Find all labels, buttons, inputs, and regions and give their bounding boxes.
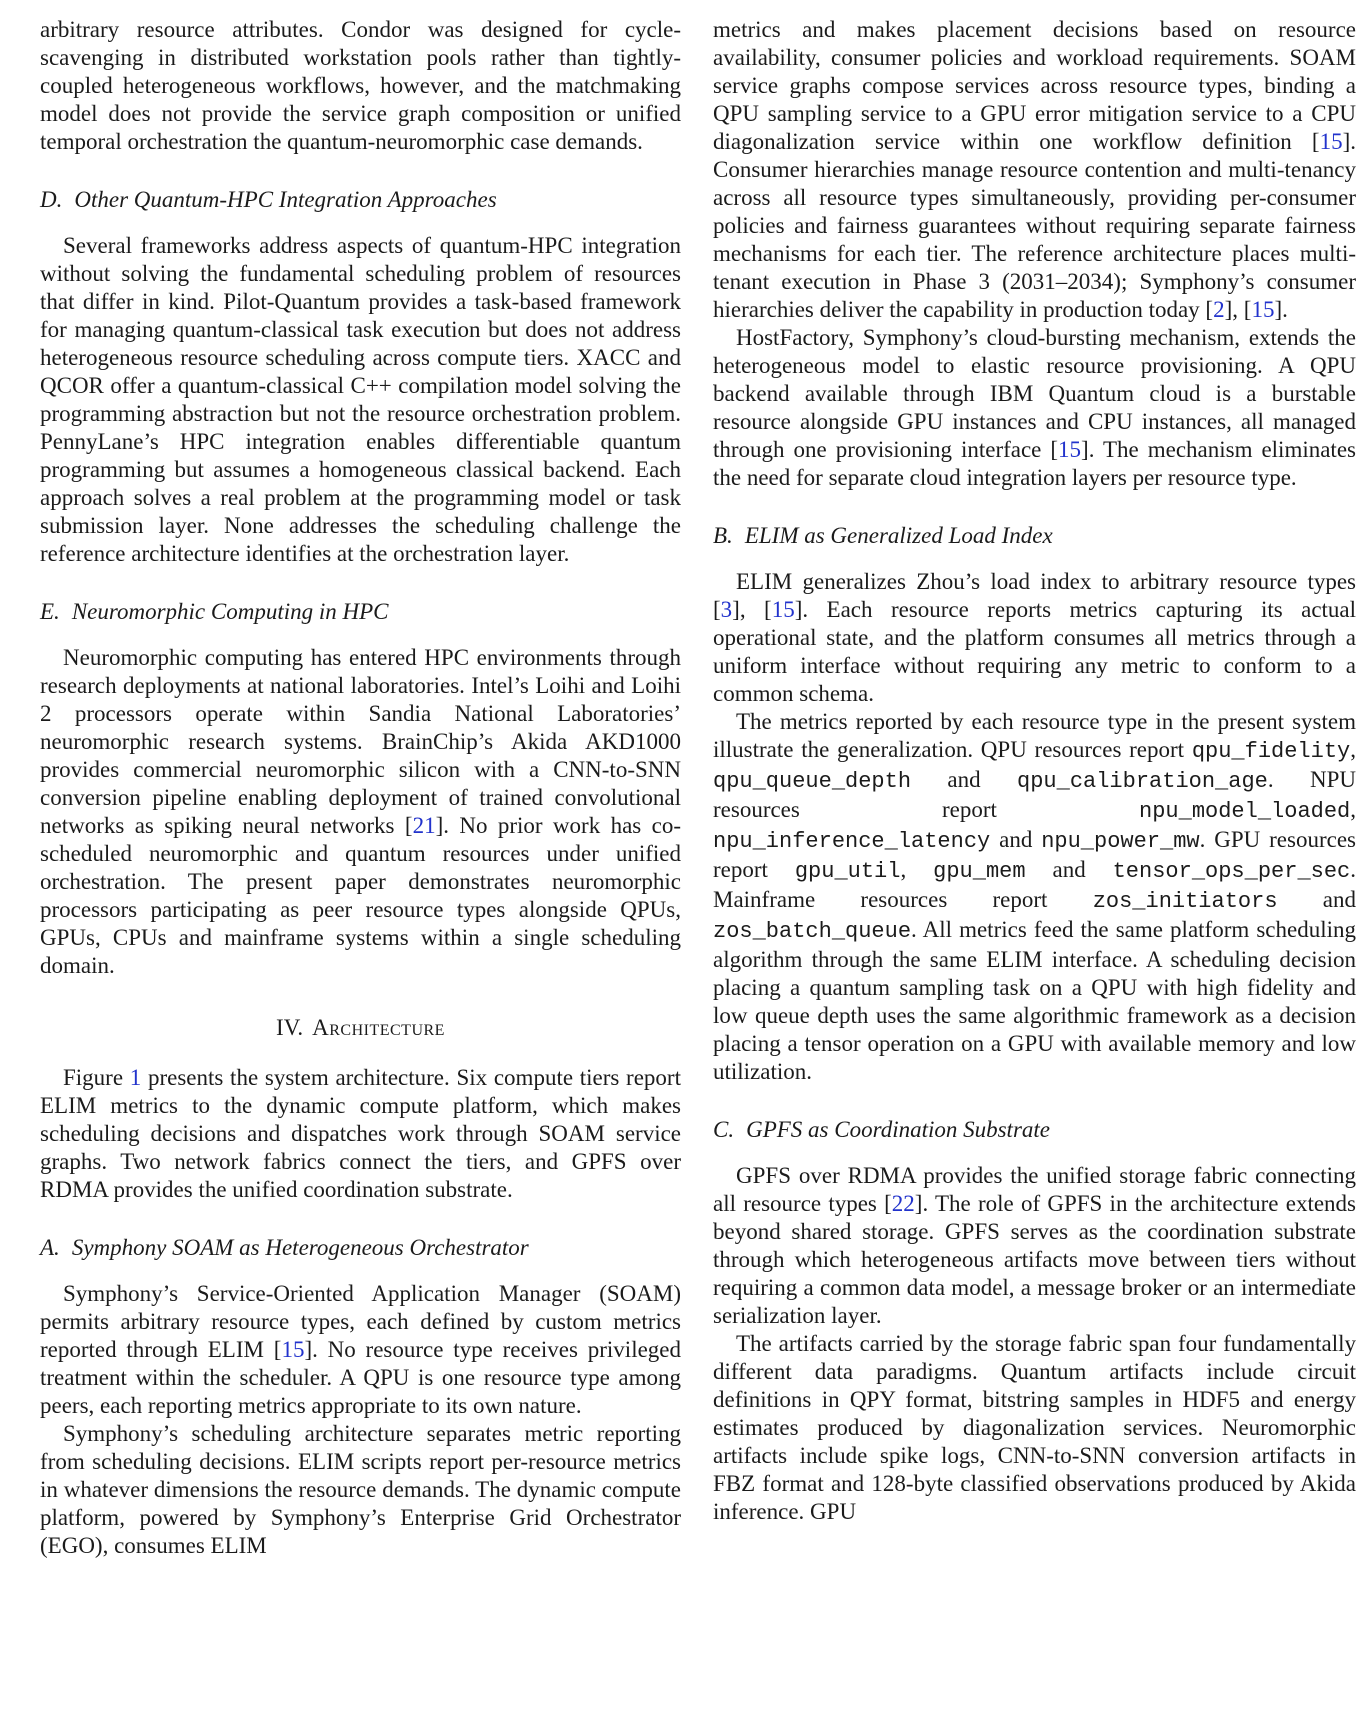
subsection-title: Other Quantum-HPC Integration Approaches [74,187,497,212]
citation-link[interactable]: 3 [720,597,733,622]
subsection-title: ELIM as Generalized Load Index [744,523,1053,548]
subsection-title: Neuromorphic Computing in HPC [71,599,389,624]
inline-code-metric: gpu_util [794,859,901,884]
paragraph: ELIM generalizes Zhou’s load index to arbitrary resource types [3], [15]. Each resource reports metrics capturing its actual operational state, and the platform consumes all metrics through a uniform interface without requiring any metric to conform to a common schema. [713,569,1357,706]
subsection-label: C. [713,1117,735,1142]
citation-link[interactable]: 15 [771,597,795,622]
paragraph: Symphony’s Service-Oriented Application Manager (SOAM) permits arbitrary resource types, each defined by custom metrics reported through ELIM [15]. No resource type receives privileged treatment within the scheduler. A QPU is one resource type among peers, each reporting metrics appropriate to its own nature. [40,1281,681,1418]
inline-code-metric: tensor_ops_per_sec [1112,859,1351,884]
subsection-label: A. [40,1235,60,1260]
paragraph: HostFactory, Symphony’s cloud-bursting mechanism, extends the heterogeneous model to elastic resource provisioning. A QPU backend available through IBM Quantum cloud is a burstable resource alongside GPU instances and CPU instances, all managed through one provisioning interface [15]. The mechanism eliminates the need for separate cloud integration layers per resource type. [713,325,1356,490]
paragraph: The metrics reported by each resource type in the present system illustrate the generalization. QPU resources report qpu_fidelity, qpu_queue_depth and qpu_calibration_age. NPU resources report npu_model_loaded, npu_inference_latency and npu_power_mw. GPU resources report gpu_util, gpu_mem and tensor_ops_per_sec. Mainframe resources report zos_initiators and zos_batch_queue. All metrics feed the same platform scheduling algorithm through the same ELIM interface. A scheduling decision placing a quantum sampling task on a QPU with high fidelity and low queue depth uses the same algorithmic framework as a decision placing a tensor operation on a GPU with available memory and low utilization. [713,709,1356,1084]
paragraph: Symphony’s scheduling architecture separates metric reporting from scheduling decisions. ELIM scripts report per-resource metrics in whatever dimensions the resource demands. The dynamic compute platform, powered by Symphony’s Enterprise Grid Orchestrator (EGO), consumes ELIM [40,1421,681,1558]
inline-code-metric: qpu_queue_depth [713,769,912,794]
subsection-heading [713,522,1356,550]
subsection-heading [713,1116,1356,1144]
paragraph: Figure 1 presents the system architecture. Six compute tiers report ELIM metrics to the dynamic compute platform, which makes scheduling decisions and dispatches work through SOAM service graphs. Two network fabrics connect the tiers, and GPFS over RDMA provides the unified coordination substrate. [40,1065,681,1202]
left-column [40,16,681,1727]
subsection-label: E. [40,599,60,624]
section-title: Architecture [312,1015,445,1040]
inline-code-metric: zos_initiators [1092,889,1278,914]
subsection-heading [40,186,681,214]
citation-link[interactable]: 2 [1213,297,1225,322]
paragraph: GPFS over RDMA provides the unified storage fabric connecting all resource types [22]. The role of GPFS in the architecture extends beyond shared storage. GPFS serves as the coordination substrate through which heterogeneous artifacts move between tiers without requiring a common data model, a message broker or an intermediate serialization layer. [713,1163,1356,1328]
paragraph: metrics and makes placement decisions based on resource availability, consumer policies and workload requirements. SOAM service graphs compose services across resource types, binding a QPU sampling service to a GPU error mitigation service to a CPU diagonalization service within one workflow definition [15]. Consumer hierarchies manage resource contention and multi-tenancy across all resource types simultaneously, providing per-consumer policies and fairness guarantees without requiring separate fairness mechanisms for each tier. The reference architecture places multi-tenant execution in Phase 3 (2031–2034); Symphony’s consumer hierarchies deliver the capability in production today [2], [15]. [713,17,1356,322]
citation-link[interactable]: 22 [891,1191,915,1216]
subsection-title: Symphony SOAM as Heterogeneous Orchestrator [71,1235,529,1260]
subsection-heading [40,598,681,626]
citation-link[interactable]: 15 [1058,437,1082,462]
inline-code-metric: qpu_calibration_age [1017,769,1268,794]
subsection-label: B. [713,523,733,548]
citation-link[interactable]: 15 [1251,297,1275,322]
citation-link[interactable]: 15 [1319,129,1343,154]
citation-link[interactable]: 21 [412,813,436,838]
paragraph: Several frameworks address aspects of quantum-HPC integration without solving the fundamental scheduling problem of resources that differ in kind. Pilot-Quantum provides a task-based framework for managing quantum-classical task execution but does not address heterogeneous resource scheduling across compute tiers. XACC and QCOR offer a quantum-classical C++ compilation model solving the programming abstraction but not the resource orchestration problem. PennyLane’s HPC integration enables differentiable quantum programming but assumes a homogeneous classical backend. Each approach solves a real problem at the programming model or task submission layer. None addresses the scheduling challenge the reference architecture identifies at the orchestration layer. [40,233,681,566]
figure-ref-link[interactable]: 1 [129,1065,142,1090]
inline-code-metric: npu_power_mw [1041,829,1200,854]
inline-code-metric: zos_batch_queue [713,919,912,944]
inline-code-metric: qpu_fidelity [1191,739,1351,764]
subsection-heading [40,1234,681,1262]
paragraph: Neuromorphic computing has entered HPC environments through research deployments at national laboratories. Intel’s Loihi and Loihi 2 processors operate within Sandia National Laboratories’ neuromorphic research systems. BrainChip’s Akida AKD1000 provides commercial neuromorphic silicon with a CNN-to-SNN conversion pipeline enabling deployment of trained convolutional networks as spiking neural networks [21]. No prior work has co-scheduled neuromorphic and quantum resources under unified orchestration. The present paper demonstrates neuromorphic processors participating as peer resource types alongside QPUs, GPUs, CPUs and mainframe systems within a single scheduling domain. [40,645,681,978]
inline-code-metric: npu_inference_latency [713,829,991,854]
subsection-title: GPFS as Coordination Substrate [746,1117,1051,1142]
inline-code-metric: npu_model_loaded [1139,799,1351,824]
right-column [713,16,1356,1727]
subsection-label: D. [40,187,63,212]
citation-link[interactable]: 15 [281,1337,305,1362]
paragraph: arbitrary resource attributes. Condor was designed for cycle-scavenging in distributed workstation pools rather than tightly-coupled heterogeneous workflows, however, and the matchmaking model does not provide the service graph composition or unified temporal orchestration the quantum-neuromorphic case demands. [40,17,681,154]
section-heading [40,1014,681,1042]
paragraph: The artifacts carried by the storage fabric span four fundamentally different data paradigms. Quantum artifacts include circuit definitions in QPY format, bitstring samples in HDF5 and energy estimates produced by diagonalization services. Neuromorphic artifacts include spike logs, CNN-to-SNN conversion artifacts in FBZ format and 128-byte classified observations produced by Akida inference. GPU [713,1331,1356,1524]
section-number: IV. [276,1015,304,1040]
inline-code-metric: gpu_mem [933,859,1026,884]
